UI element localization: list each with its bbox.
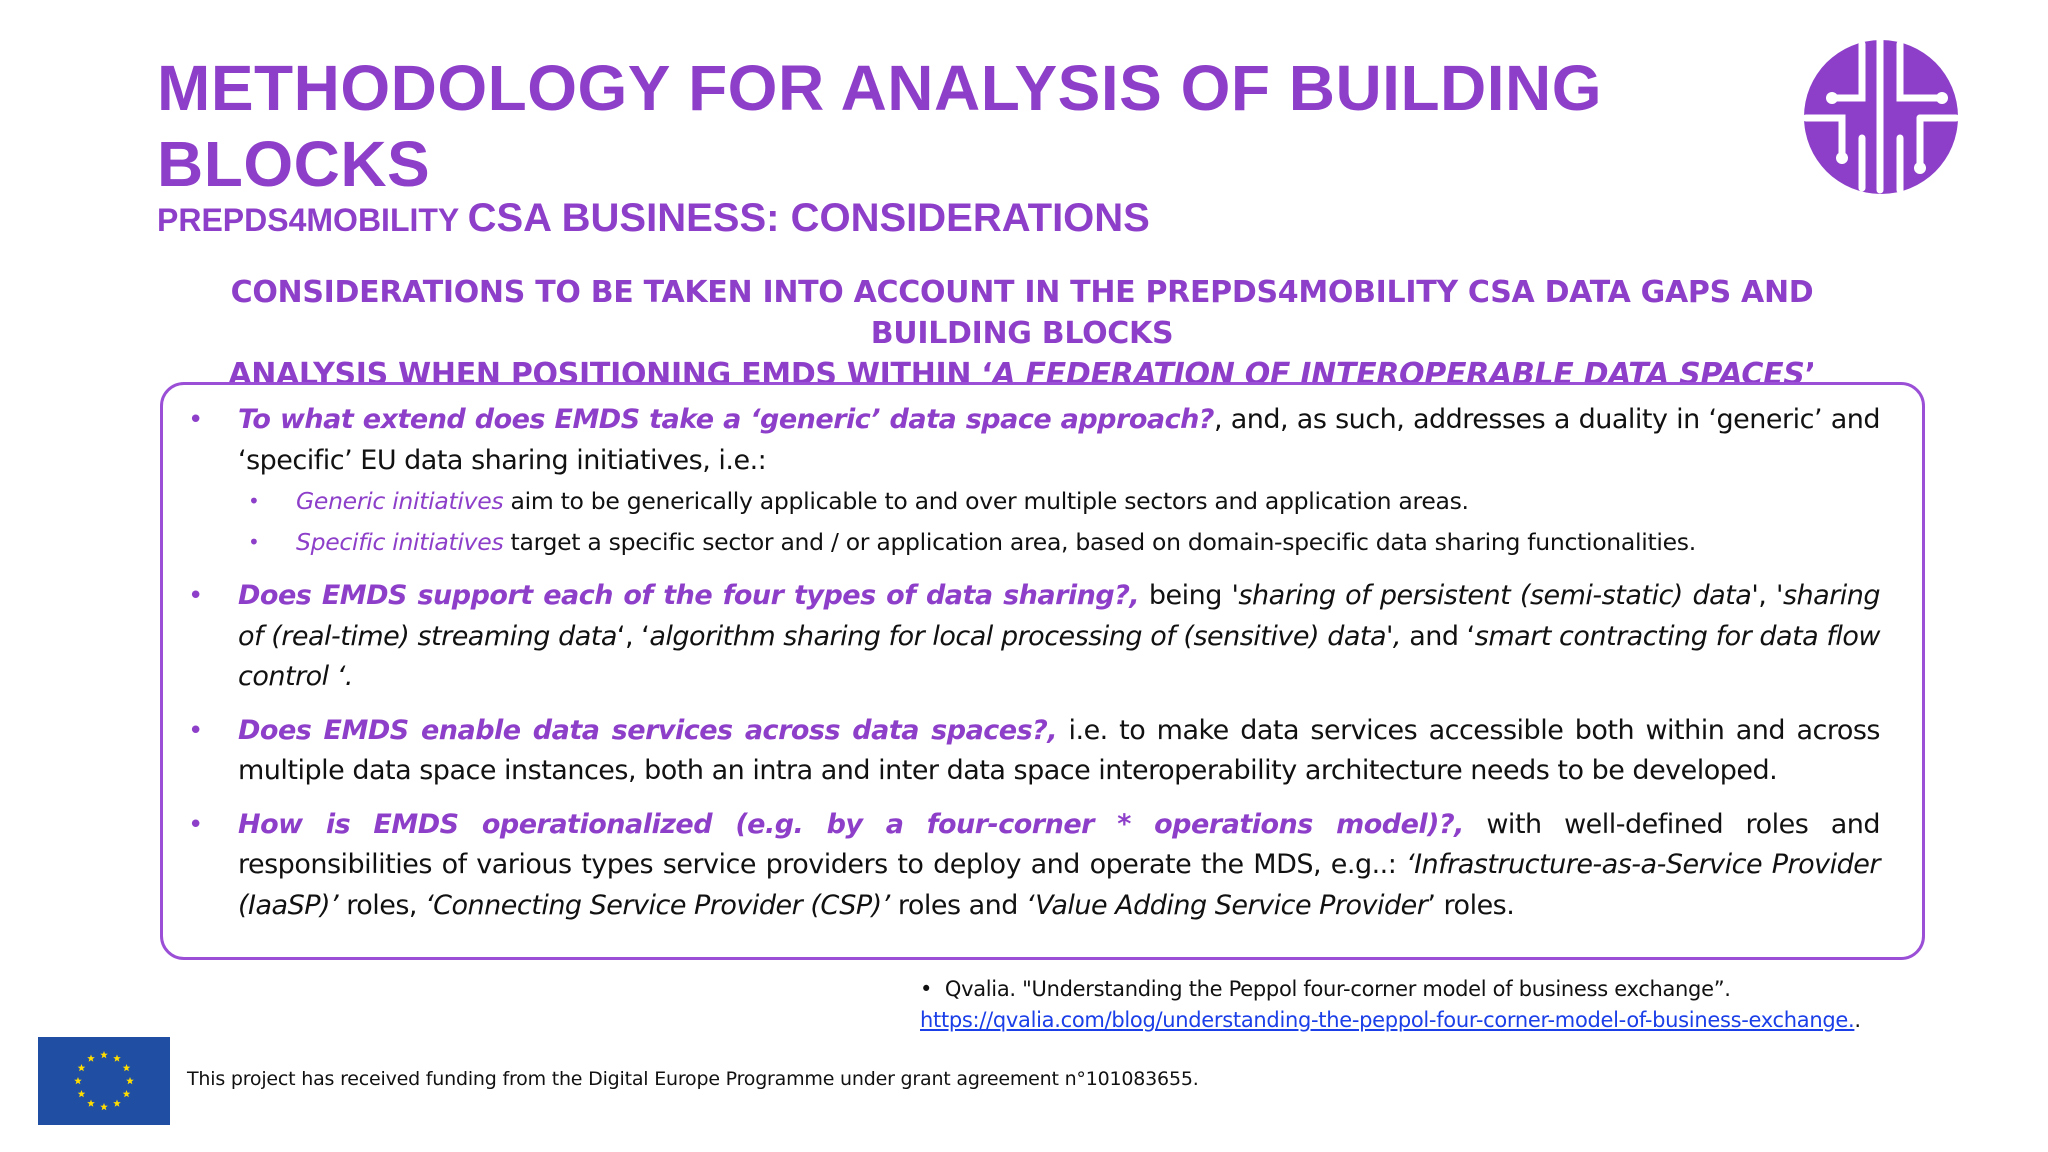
page-subtitle [157, 196, 1150, 241]
list-item [188, 400, 1880, 563]
bullet-icon: • [248, 530, 260, 554]
sub-label: Generic initiatives [296, 487, 504, 515]
question: Does EMDS support each of the four types of data sharing?, [238, 580, 1140, 611]
subtitle-project: PREPDS4MOBILITY [157, 202, 468, 238]
item-text: roles and [889, 889, 1027, 921]
reference-note [920, 974, 1861, 1036]
bullet-icon: • [248, 489, 260, 513]
bullet-icon: • [188, 581, 203, 611]
item-italic: sharing of persistent (semi-static) data [1238, 580, 1752, 611]
item-text: ', ' [1751, 580, 1783, 611]
considerations-line-2-prefix: ANALYSIS WHEN POSITIONING EMDS WITHIN ‘ [228, 357, 993, 392]
reference-link[interactable]: https://qvalia.com/blog/understanding-the-peppol-four-corner-model-of-business-exchange. [920, 1008, 1855, 1032]
list-item [188, 805, 1880, 927]
list-item [188, 576, 1881, 698]
question: How is EMDS operationalized (e.g. by a four-corner * operations model)?, [238, 808, 1464, 840]
subtitle-topic: CSA BUSINESS: CONSIDERATIONS [467, 196, 1150, 240]
question: Does EMDS enable data services across data spaces?, [238, 714, 1058, 746]
reference-tail: . [1854, 1008, 1861, 1032]
considerations-line-2-emph: A FEDERATION OF INTEROPERABLE DATA SPACES [992, 357, 1805, 392]
considerations-heading [157, 272, 1887, 395]
item-text: i.e. to make data services accessible both within and across multiple data space instances, both an intra and inter data space interoperability architecture needs to be developed. [238, 714, 1880, 786]
sub-text: target a specific sector and / or application area, based on domain-specific data sharing functionalities. [503, 528, 1696, 556]
bullet-icon: • [920, 977, 945, 1001]
page-title: METHODOLOGY FOR ANALYSIS OF BUILDING BLOCKS [157, 52, 1603, 200]
item-text: being ' [1139, 580, 1239, 611]
bullet-icon: • [188, 715, 203, 746]
item-italic: ‘Value Adding Service Provider [1026, 889, 1428, 921]
item-italic: sharing of (real-time) streaming data [238, 580, 1881, 652]
bullet-icon: • [188, 405, 203, 435]
item-italic: ‘Connecting Service Provider (CSP)’ [425, 889, 890, 921]
funding-statement: This project has received funding from the Digital Europe Programme under grant agreement n°101083655. [187, 1068, 1199, 1090]
circuit-logo-icon [1802, 38, 1960, 196]
item-text: and ‘ [1401, 620, 1475, 652]
item-italic: smart contracting for data flow control ‘. [238, 620, 1880, 692]
considerations-line-2-suffix: ’ [1804, 357, 1816, 392]
item-text: ‘, ‘ [616, 620, 650, 652]
sub-item [248, 481, 1880, 522]
item-text: , and, as such, addresses a duality in ‘generic’ and ‘specific’ EU data sharing initiatives, i.e.: [238, 404, 1880, 476]
item-text: roles, [338, 889, 426, 921]
sub-text: aim to be generically applicable to and over multiple sectors and application areas. [503, 487, 1469, 515]
sub-item [248, 522, 1880, 563]
item-italic: ‘Infrastructure-as-a-Service Provider (IaaSP)’ [238, 849, 1880, 921]
bullet-icon: • [188, 809, 203, 840]
item-italic: algorithm sharing for local processing of (sensitive) data', [649, 620, 1402, 652]
list-item [188, 711, 1880, 792]
sub-label: Specific initiatives [296, 528, 504, 556]
item-text: with well-defined roles and responsibilities of various types service providers to deploy and operate the MDS, e.g..: [238, 808, 1880, 880]
considerations-list [188, 400, 1881, 939]
considerations-line-1: CONSIDERATIONS TO BE TAKEN INTO ACCOUNT IN THE PREPDS4MOBILITY CSA DATA GAPS AND BUILDING BLOCKS [230, 275, 1814, 351]
eu-flag-icon [38, 1037, 170, 1125]
reference-text: Qvalia. "Understanding the Peppol four-corner model of business exchange”. [944, 977, 1731, 1001]
question: To what extend does EMDS take a ‘generic’ data space approach? [238, 404, 1214, 435]
item-text: ’ roles. [1427, 889, 1515, 921]
